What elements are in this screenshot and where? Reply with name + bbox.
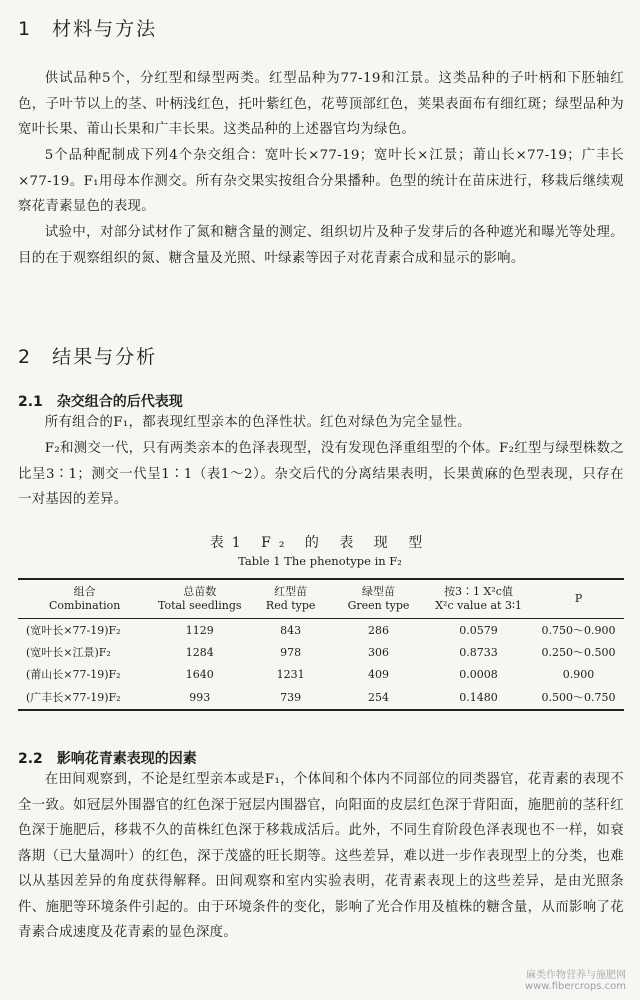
section-number: 2 bbox=[18, 346, 33, 368]
cell-total: 993 bbox=[151, 685, 248, 710]
cell-red: 843 bbox=[280, 623, 302, 637]
cell-green: 286 bbox=[368, 623, 390, 637]
subsection-heading-2-1 bbox=[18, 391, 183, 411]
paragraph: 供试品种5个，分红型和绿型两类。红型品种为77-19和江景。这类品种的子叶柄和下胚轴红色，子叶节以上的茎、叶柄浅红色，托叶紫红色，花萼顶部红色，荚果表面布有细红斑；绿型品种为宽叶长果、莆山长果和广丰长果。这类品种的上述器官均为绿色。 bbox=[18, 71, 624, 137]
cell-red: 978 bbox=[280, 645, 302, 659]
cell-chi: 0.1480 bbox=[424, 685, 533, 710]
cell-green: 409 bbox=[368, 667, 390, 681]
header-cell: 红型苗 Red type bbox=[248, 579, 333, 619]
subsection-heading-2-2 bbox=[18, 748, 197, 768]
paragraph: 试验中，对部分试材作了氮和糖含量的测定、组织切片及种子发芽后的各种遮光和曝光等处理。目的在于观察组织的氮、糖含量及光照、叶绿素等因子对花青素合成和显示的影响。 bbox=[18, 225, 624, 266]
header-cell: 总苗数 Total seedlings bbox=[151, 579, 248, 619]
subsection-number: 2.1 bbox=[18, 394, 43, 410]
cell-p: 0.500～0.750 bbox=[533, 685, 624, 710]
section-title: 结果与分析 bbox=[52, 346, 158, 368]
cell-p: 0.250～0.500 bbox=[541, 646, 616, 659]
cell-total: 1129 bbox=[185, 623, 214, 637]
cell-chi: 0.0008 bbox=[459, 667, 498, 681]
subsection-number: 2.2 bbox=[18, 751, 43, 767]
cell-red: 739 bbox=[248, 685, 333, 710]
cell-combination: (广丰长×77-19)F₂ bbox=[18, 685, 151, 710]
cell-chi: 0.8733 bbox=[459, 645, 498, 659]
watermark-line-2: www.fibercrops.com bbox=[524, 981, 626, 992]
cell-red: 1231 bbox=[276, 667, 305, 681]
subsection-title: 影响花青素表现的因素 bbox=[56, 751, 197, 767]
header-cell: 按3∶1 X²c值 X²c value at 3∶1 bbox=[424, 579, 533, 619]
header-cell: 组合 Combination bbox=[18, 579, 151, 619]
table-row bbox=[18, 619, 624, 642]
table-row bbox=[18, 663, 624, 685]
header-cell: P bbox=[533, 579, 624, 619]
cell-combination: (宽叶长×江景)F₂ bbox=[26, 646, 111, 659]
cell-green: 254 bbox=[333, 685, 424, 710]
section-number: 1 bbox=[18, 18, 33, 40]
cell-combination: (莆山长×77-19)F₂ bbox=[26, 668, 121, 681]
table-header-row bbox=[18, 579, 624, 619]
table-caption bbox=[0, 532, 640, 568]
cell-combination: (宽叶长×77-19)F₂ bbox=[26, 624, 121, 637]
subsection-title: 杂交组合的后代表现 bbox=[56, 394, 183, 410]
cell-total: 1640 bbox=[185, 667, 214, 681]
phenotype-table bbox=[18, 578, 624, 711]
site-watermark bbox=[525, 966, 626, 992]
paragraph: 5个品种配制成下列4个杂交组合：宽叶长×77-19；宽叶长×江景；莆山长×77-19；广丰长×77-19。F₁用母本作测交。所有杂交果实按组合分果播种。色型的统计在苗床进行，移栽后继续观察花青素显色的表现。 bbox=[18, 148, 624, 214]
cell-green: 306 bbox=[368, 645, 390, 659]
table-row bbox=[18, 641, 624, 663]
cell-p: 0.750～0.900 bbox=[541, 624, 616, 637]
cell-chi: 0.0579 bbox=[459, 623, 498, 637]
section-heading-2 bbox=[18, 342, 157, 369]
section-title: 材料与方法 bbox=[52, 18, 158, 40]
header-cell: 绿型苗 Green type bbox=[333, 579, 424, 619]
cell-p: 0.900 bbox=[562, 667, 595, 681]
paragraph: 在田间观察到，不论是红型亲本或是F₁，个体间和个体内不同部位的同类器官，花青素的表现不全一致。如冠层外围器官的红色深于冠层内围器官，向阳面的皮层红色深于背阳面，施肥前的茎秆红色深于施肥后，移栽不久的苗株红色深于移栽成活后。此外，不同生育阶段色泽表现也不一样，如衰落期（已大量凋叶）的红色，深于茂盛的旺长期等。这些差异，难以进一步作表现型上的分类，也难以从基因差异的角度获得解释。田间观察和室内实验表明，花青素表现上的这些差异，是由光照条件、施肥等环境条件引起的。由于环境条件的变化，影响了光合作用及植株的糖含量，从而影响了花青素合成速度及花青素的显色深度。 bbox=[18, 772, 624, 940]
cell-total: 1284 bbox=[185, 645, 214, 659]
paragraph: 所有组合的F₁，都表现红型亲本的色泽性状。红色对绿色为完全显性。 bbox=[44, 415, 471, 430]
table-row bbox=[18, 685, 624, 710]
section-heading-1 bbox=[18, 14, 157, 41]
table-caption-zh: 表1 F₂ 的 表 现 型 bbox=[209, 535, 431, 551]
paragraph: F₂和测交一代，只有两类亲本的色泽表现型，没有发现色泽重组型的个体。F₂红型与绿型株数之比呈3∶1；测交一代呈1∶1（表1～2）。杂交后代的分离结果表明，长果黄麻的色型表现，只存在一对基因的差异。 bbox=[18, 441, 624, 507]
table-caption-en: Table 1 The phenotype in F₂ bbox=[238, 554, 402, 568]
watermark-line-1: 麻类作物营养与施肥网 bbox=[526, 970, 626, 981]
